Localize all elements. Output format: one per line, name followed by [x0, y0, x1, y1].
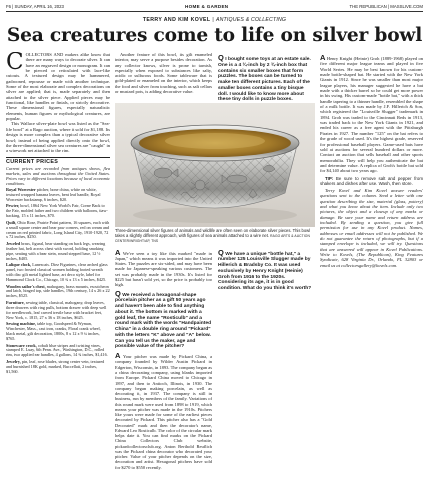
- price-item: Sewing machine, table top, Goodspeed & Wyman, Winchester, Mass., cast iron, cranks, Floral crank wheel, black metal, gilt decoration, 1800s, 8 x 12 x 9 ¼ inches, $765.: [6, 321, 101, 342]
- a-letter: A: [115, 247, 121, 257]
- price-item: Pewter, bowl, 1864 New York World's Fair, Corne Back to the Fair, molded father and two children with balloons, tiaw-backing, 15 x 11 inches, $70.: [6, 203, 108, 219]
- intro-paragraph-1: COLLECTORS AND makers alike know that there are many ways to decorate silver. It can have an engraved design or monogram. It can be pierced or reticulated with lace-like cutouts. A textured design may be hammered, gadrooned, repousse or made with another technique. Some of the most elaborate and complex decorations on silver are applied; that is, made separately and then attached to the silver piece. Applied pieces may be functional, like handles or finials, or strictly decorative. These dimensional figures, especially naturalistic elements, human figures or mythological creatures, are popular.: [6, 52, 110, 122]
- dropcap: C: [6, 52, 24, 75]
- subcolumn-answers: [115, 247, 212, 470]
- photo-credit: RAGO ARTS & AUCTION CENTER/WRIGHT/AP, TNS: [115, 233, 310, 243]
- answer-3: A Henry Knight (Heinie) Groh (1889-1968) played on five different major league teams and played in five World Series. He may be best known for his custom-made bottle-shaped bat. He started with the New York Giants in 1912. Since he was smaller than most major league players, his manager suggested he have a bat made with a thicker barrel so he could get more power in his swing. His custom-made "bottle bat," with a thick handle tapering to a thinner handle, resembled the shape of a milk bottle. It was made by J.F. Hillerich & Son, which registered the "Louisville Slugger" trademark in 1894. Groh was traded to the Cincinnati Reds in 1913, was traded back to the New York Giants in 1921, and ended his career as a free agent with the Pittsburgh Pirates in 1927. The number "125" on the bat refers to the grade of wood used. It's the highest grade, reserved for professional baseball players. Game-used bats have sold at auctions for several hundred dollars or more. Contact an auction that sells baseball and other sports memorabilia. They will help you authenticate the bat and determine value. A replica of Groh's bottle bat sold for $4,140 about two years ago.: [320, 53, 423, 174]
- q-letter: Q: [218, 247, 224, 257]
- question-1: Q I bought some toys at an estate sale. One is a 4 ¾-inch by 2 ¾-inch box that contains six smaller boxes that form puzzles. The boxes can be turned to make ten different pictures. Each of the smaller boxes contains a tiny bisque doll. I would like to know more about these tiny dolls in puzzle boxes.: [218, 53, 311, 103]
- price-item: Furniture, sewing table, classical, mahogany, drop leaves, three drawers with ring pulls, bottom drawer with deep well for needlework, leaf carved trestle base with bracket feet, New York, c. 1815, 27 x 36 x 18 inches, $625.: [6, 299, 107, 320]
- silver-bowl-photo: [115, 103, 315, 227]
- headline: Sea creatures come to life on silver bowl: [6, 25, 423, 46]
- price-item: Jeweled brass, figural, bear standing on back legs, wearing feather hat, belt across chest with sword, holding smoking pipe, seating with a bear stein, round stepped base, 12 ½ inches, $405.: [6, 240, 106, 261]
- tip-label: TIP:: [325, 175, 334, 181]
- price-item: Stoneware crock, cobalt blue stripes and twisting vines, stamped E. Luay, 6th Penn. Ave., Washington, D.C., rolled rim, two applied ear handles, 4 gallons, 14 ¾ inches, $1,416.: [6, 342, 108, 358]
- folio-bar: [6, 3, 423, 12]
- subcolumn-q3: [218, 247, 315, 470]
- a-letter: A: [320, 53, 326, 62]
- answer-2-start: A Your pitcher was made by Pickard China, a company founded by Wilder Austin Pickard in Edgerton, Wisconsin, in 1893. The company began as a china decorating company, using blanks imported from Europe. Pickard China moved to Chicago in 1897, and then to Antioch, Illinois, in 1930. The company began making porcelain, as well as decorating it, in 1937. The company is still in business, run by members of the family. Variations of this round mark were used from 1898 to 1919, which means your pitcher was made in the 1910s. Pitchers like yours were made for some of the earliest pieces decorated by Pickard. This pitcher also has a "Gold Decorated" mark and then the decorator's name, Edward Leo Rosticulb. The color of the circular mark helps date it. You can find marks on the Pickard China Collectors Club website, pickardcollectorsclub.org. Anton Berthold Reuflich was the Pickard china decorator who decorated your pitcher. Value of your pitcher depends on the size, decoration and artist. Hexagonal pitchers have sold for $270 to $550 recently.: [115, 351, 212, 470]
- column-kicker: [0, 17, 429, 23]
- current-prices-intro: Current prices are recorded from antiques shows, flea markets, sales and auctions throughout the United States. Prices vary in different locations because of local economic conditions.: [6, 166, 110, 187]
- question-2: Q We received a hexagonal-shape porcelain pitcher as a gift 50 years ago and haven't been able to find anything about it. The bottom is marked with a gold leaf, the name "Rosticulb" and a round mark with the words "Handpainted China" in a double ring around "Pickard" with the letters "K" above and "A" below. Can you tell us the maker, age and possible value of the pitcher?: [115, 288, 212, 350]
- column-left: [6, 52, 110, 476]
- column-middle: [115, 52, 315, 476]
- bottom-subcolumns: [115, 247, 315, 470]
- q-letter: Q: [115, 288, 121, 298]
- column-right: [320, 52, 423, 476]
- byline: TERRY AND KIM KOVEL: [142, 17, 211, 23]
- kicker-separator: |: [212, 17, 215, 23]
- a-letter: A: [115, 351, 121, 361]
- top-subcolumns: [115, 52, 315, 103]
- intro-paragraph-3: Another feature of this bowl, its gilt enameled interior, may serve a purpose besides decoration. As any collector knows, silver is prone to tarnish, especially when exposed to substances like salty, acidic or sulfurous foods. Some tableware that is gold-plated or enameled on the interior, which keeps the food and silver from touching, such as salt cellars or mustard pots, is adding decorative value.: [115, 52, 212, 94]
- q-letter: Q: [218, 53, 224, 62]
- subcolumn-q1: [218, 52, 315, 103]
- folio-section: HOME & GARDEN: [184, 4, 229, 9]
- price-item: Wooden sailor's chest, mahogany, brass mounts, escutcheon and latch, hinged top, side handles, 19th century, 14 x 26 x 22 inches, $525.: [6, 283, 110, 299]
- folio-page-date: F6 | SUNDAY, APRIL 16, 2023: [6, 4, 64, 9]
- caption-text: Three-dimensional silver figures of animals and wildlife are often seen on elaborate silver pieces. This bowl takes a slightly different approach, with figures of sea animals attached to a wire net.: [115, 228, 311, 238]
- intro-paragraph-2: This Wallace silver-plate bowl was listed as the "Sea-life bowl" at a Rago auction, where it sold for $1,188. Its design is more complex than a typical decorative silver bowl; instead of being applied directly onto the bowl, the three-dimensional silver sea creatures are "caught" in a wirework net attached to the rim.: [6, 121, 110, 154]
- current-prices-heading: CURRENT PRICES: [6, 157, 110, 165]
- price-item: Royal Worcester pitcher, bone china, white on white, textured wrapped banana leaves, bent leaf handle, Royal Worcester backstamp, 6 inches, $20.: [6, 186, 101, 202]
- column-name: ANTIQUES & COLLECTING: [215, 17, 287, 23]
- question-3: Q We have a unique "bottle hat," a number 125 Louisville Slugger made by Hillerich & Bradsby Co. It was used exclusively by Henry Knight (Heinie) Groh from 1916 to the 1920s. Considering its age, it is in good condition. What do you think it's worth?: [218, 247, 312, 292]
- folio-paper: THE REPUBLICAN | MASSLIVE.COM: [349, 4, 423, 9]
- tip-box: TIP: Be sure to remove salt and pepper from shakers and dishes after use. Wash, then store.: [320, 175, 423, 186]
- price-item: Jewelry, pin, leaf, rose blades, strong center vein, textured and burnished 18K gold, marked, Buccellati, 2 inches, $1,560.: [6, 358, 105, 374]
- author-bio: Terry Kovel and Kim Kovel answer readers' questions sent to the column. Send a letter with one question describing the size, material (glass, pottery) and what you know about the item. Include only two pictures, the object and a closeup of any marks or damage. Be sure your name and return address are included. By sending a question, you give full permission for use in any Kovel product. Names, addresses or email addresses will not be published. We do not guarantee the return of photographs, but if a stamped envelope is included, we will try. Questions that are answered will appear in Kovel Publications. Write to Kovels, (The Republican), King Features Syndicate, 628 Virginia Dr., Orlando, FL 32803 or email us at collectorsgallery@kovels.com.: [320, 187, 423, 268]
- subcolumn-intro: [115, 52, 212, 103]
- price-item: Quilt, Ohio Rose, Prairie Point pattern, 16 squares, each with a small square center and bear paw corners, red on cream and cream on red printed fabric, Long Island City, 1910-1920, 72 x 72 inches, $250.: [6, 219, 110, 240]
- photo-caption: [115, 229, 315, 244]
- answer-1: A We've seen a toy like this marked "made in Japan," which means it was imported into the United States. The puzzles are six-sided, and may have been made for Japanese-speaking various customers. The set was probably made in the 1930s. It's listed for $225 but hasn't sold yet, so the price is probably too high.: [115, 247, 213, 288]
- sea-life-bowl-illustration: [115, 103, 315, 227]
- price-item: Lalique clock, Lunescais. Diez Figurines, clear arched glass panel, two frosted classical women holding footed wreath with disc gilt metal lighted base, art deco style, label for Hammond Clock Co., Chicago, 10 ¾ x 13 x 5 inches, $425.: [6, 262, 108, 283]
